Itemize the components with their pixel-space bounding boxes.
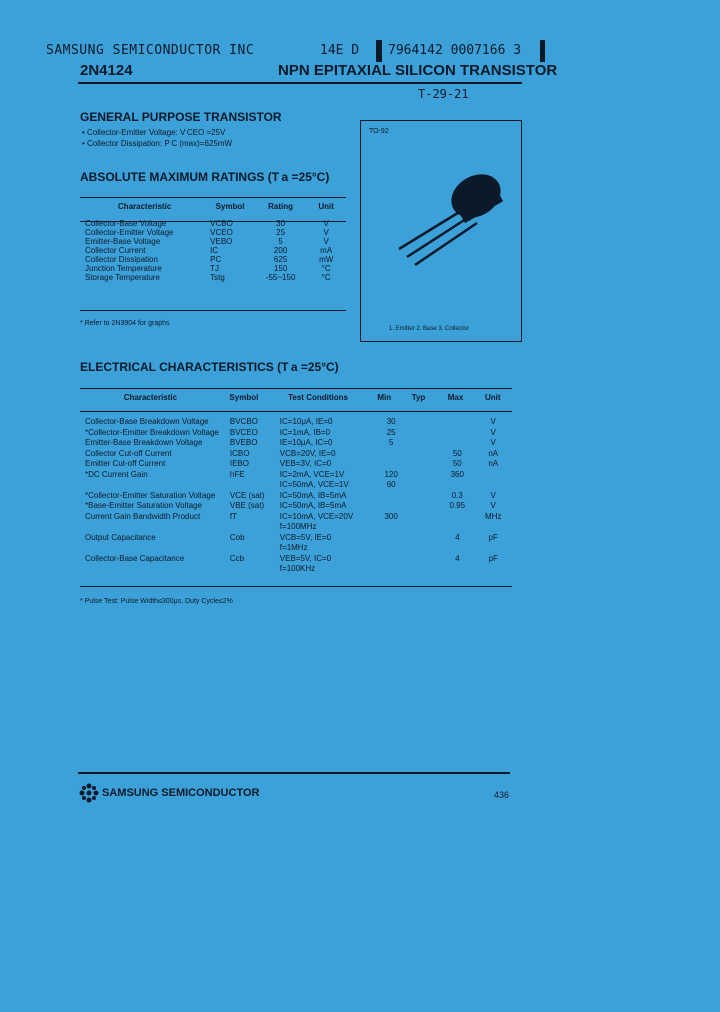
bullet-pc: • Collector Dissipation: P C (max)=625mW <box>82 139 233 148</box>
elec-cell <box>408 543 439 554</box>
footer-brand: SAMSUNG SEMICONDUCTOR <box>102 787 260 799</box>
elec-cell <box>408 428 439 439</box>
table-row <box>82 255 344 264</box>
elec-cell <box>408 470 439 481</box>
abs-cell: Collector-Base Voltage <box>85 219 167 228</box>
elec-cell <box>438 512 476 523</box>
elec-cell <box>408 564 439 575</box>
elec-cell <box>438 564 476 575</box>
abs-cell: VEBO <box>210 237 233 246</box>
abs-cell: 150 <box>273 264 288 273</box>
table-row <box>82 428 510 439</box>
abs-cell: 25 <box>276 228 286 237</box>
table-row <box>82 564 510 575</box>
elec-cell <box>408 459 439 470</box>
barcode-mark-left <box>376 40 382 62</box>
elec-cell: *Collector-Emitter Saturation Voltage <box>85 490 216 500</box>
company-name: SAMSUNG SEMICONDUCTOR INC <box>46 43 255 58</box>
table-row <box>82 417 510 428</box>
elec-col-typ: Typ <box>411 393 426 402</box>
elec-cell <box>408 438 439 449</box>
elec-cell: V <box>490 490 496 500</box>
elec-cell <box>408 449 439 460</box>
elec-col-unit: Unit <box>484 393 501 402</box>
elec-cell <box>375 533 408 544</box>
elec-cell <box>476 470 510 481</box>
elec-cell <box>476 480 510 491</box>
page-number: 436 <box>494 790 510 800</box>
table-row <box>82 246 344 255</box>
abs-col-rating: Rating <box>268 202 294 211</box>
abs-cell: 200 <box>273 246 288 255</box>
elec-cell <box>375 522 408 533</box>
bullet-vceo: • Collector-Emitter Voltage: V CEO =25V <box>82 128 226 137</box>
pin-legend: 1. Emitter 2. Base 3. Collector <box>389 326 469 332</box>
elec-cell: 4 <box>455 553 460 563</box>
abs-cell: Collector-Emitter Voltage <box>85 228 174 237</box>
abs-cell: °C <box>321 273 331 282</box>
elec-cell <box>375 459 408 470</box>
elec-cell: Collector Cut-off Current <box>85 448 172 458</box>
elec-cell: 60 <box>386 480 396 489</box>
abs-cell: V <box>323 237 329 246</box>
elec-cell: pF <box>488 532 498 542</box>
elec-table-bottom-rule <box>80 586 512 587</box>
abs-cell: mW <box>319 255 334 264</box>
elec-cell <box>408 554 439 565</box>
table-row <box>82 438 510 449</box>
elec-cell: IC=50mA, IB=5mA <box>279 501 347 510</box>
elec-cell: 5 <box>388 438 394 447</box>
table-row <box>82 470 510 481</box>
abs-cell: PC <box>210 255 222 264</box>
elec-cell: pF <box>488 553 498 563</box>
abs-cell: V <box>323 219 329 228</box>
elec-cell: IE=10μA, IC=0 <box>279 438 333 447</box>
elec-cell: IC=2mA, VCE=1V <box>279 469 345 479</box>
table-row <box>82 533 510 544</box>
elec-cell: *Collector-Emitter Breakdown Voltage <box>85 427 219 437</box>
elec-note: * Pulse Test: Pulse Width≤300μs, Duty Cycle≤2% <box>80 598 233 605</box>
elec-col-max: Max <box>447 393 464 402</box>
elec-cell: 360 <box>450 469 464 479</box>
elec-cell: BVCBO <box>229 417 258 426</box>
elec-cell: BVCEO <box>229 427 258 437</box>
table-row <box>82 522 510 533</box>
elec-cell: 50 <box>452 459 462 468</box>
abs-header-row <box>82 202 344 211</box>
elec-cell: IC=1mA, IB=0 <box>279 427 331 437</box>
elec-cell: Collector-Base Breakdown Voltage <box>85 417 209 426</box>
table-row <box>82 219 344 228</box>
elec-cell <box>82 543 227 554</box>
samsung-logo-icon <box>78 782 100 804</box>
elec-cell: 300 <box>384 511 398 521</box>
elec-cell: Emitter-Base Breakdown Voltage <box>85 438 203 447</box>
elec-col-characteristic: Characteristic <box>123 393 178 402</box>
elec-cell <box>408 501 439 512</box>
abs-cell: Storage Temperature <box>85 273 161 282</box>
elec-header-row <box>82 393 510 402</box>
abs-cell: Junction Temperature <box>85 264 162 273</box>
elec-cell <box>408 512 439 523</box>
elec-cell: BVEBO <box>229 438 258 447</box>
table-row <box>82 512 510 523</box>
elec-cell: IEBO <box>229 459 249 468</box>
elec-cell: nA <box>488 459 499 468</box>
elec-cell: f=1MHz <box>279 543 308 552</box>
elec-cell: 50 <box>452 448 462 458</box>
table-row <box>82 543 510 554</box>
abs-cell: TJ <box>210 264 220 273</box>
elec-col-min: Min <box>377 393 392 402</box>
elec-cell: V <box>490 417 496 426</box>
abs-cell: 30 <box>276 219 286 228</box>
abs-cell: °C <box>321 264 331 273</box>
abs-cell: V <box>323 228 329 237</box>
elec-cell: MHz <box>484 511 502 521</box>
abs-cell: IC <box>210 246 219 255</box>
abs-cell: mA <box>320 246 333 255</box>
elec-cell: V <box>490 427 496 437</box>
elec-cell: *DC Current Gain <box>85 469 148 479</box>
elec-cell: f=100KHz <box>279 564 316 573</box>
elec-cell <box>82 564 227 575</box>
part-number: 2N4124 <box>80 62 133 79</box>
table-row <box>82 459 510 470</box>
elec-cell: V <box>490 438 496 447</box>
page-title: NPN EPITAXIAL SILICON TRANSISTOR <box>278 62 558 79</box>
elec-cell: f=100MHz <box>279 522 317 531</box>
package-box <box>360 120 522 342</box>
elec-cell: V <box>490 501 496 510</box>
transistor-drawing <box>381 161 511 291</box>
table-row <box>82 237 344 246</box>
elec-cell <box>227 522 277 533</box>
table-row <box>82 273 344 282</box>
abs-cell: VCBO <box>210 219 233 228</box>
elec-cell <box>476 564 510 575</box>
elec-cell: Output Capacitance <box>85 532 156 542</box>
elec-cell: VEB=5V, IC=0 <box>279 553 332 563</box>
abs-max-heading: ABSOLUTE MAXIMUM RATINGS (T a =25°C) <box>80 170 330 184</box>
elec-table-top-rule <box>80 388 512 389</box>
abs-cell: 625 <box>273 255 288 264</box>
table-row <box>82 491 510 502</box>
barcode-mark-right <box>540 40 545 62</box>
header-rule <box>78 82 522 84</box>
elec-cell: VBE (sat) <box>229 501 265 510</box>
elec-cell: VEB=3V, IC=0 <box>279 459 332 468</box>
table-row <box>82 228 344 237</box>
elec-cell <box>375 554 408 565</box>
elec-cell <box>476 522 510 533</box>
abs-cell: Emitter-Base Voltage <box>85 237 161 246</box>
elec-cell: Collector-Base Capacitance <box>85 553 185 563</box>
abs-cell: 5 <box>278 237 283 246</box>
elec-cell <box>82 480 227 491</box>
elec-cell <box>408 533 439 544</box>
elec-cell: 4 <box>455 532 460 542</box>
header-code-1: 14E D <box>320 43 360 58</box>
elec-cell: Current Gain Bandwidth Product <box>85 511 201 521</box>
table-row <box>82 449 510 460</box>
elec-cell <box>408 522 439 533</box>
general-heading: GENERAL PURPOSE TRANSISTOR <box>80 110 282 124</box>
table-row <box>82 480 510 491</box>
elec-cell <box>82 522 227 533</box>
abs-col-characteristic: Characteristic <box>117 202 172 211</box>
abs-cell: Collector Dissipation <box>85 255 158 264</box>
table-row <box>82 554 510 565</box>
elec-cell: IC=50mA, VCE=1V <box>279 480 349 489</box>
elec-col-symbol: Symbol <box>229 393 259 402</box>
elec-cell: 0.95 <box>449 501 466 510</box>
elec-table-body <box>82 417 510 575</box>
abs-cell: Collector Current <box>85 246 146 255</box>
reference-code: T-29-21 <box>418 87 469 101</box>
elec-cell: Emitter Cut-off Current <box>85 459 166 468</box>
elec-cell: VCB=5V, IE=0 <box>279 532 332 542</box>
abs-max-table <box>82 202 344 282</box>
elec-cell <box>227 543 277 554</box>
elec-cell: VCB=20V, IE=0 <box>279 448 336 458</box>
elec-cell <box>438 522 476 533</box>
elec-cell: VCE (sat) <box>229 490 265 500</box>
footer-rule <box>78 772 510 774</box>
abs-max-note: * Refer to 2N3904 for graphs <box>80 320 170 327</box>
abs-cell: -55~150 <box>265 273 296 282</box>
elec-cell <box>375 491 408 502</box>
elec-cell <box>438 417 476 428</box>
elec-cell: IC=10μA, IE=0 <box>279 417 333 426</box>
elec-cell: *Base-Emitter Saturation Voltage <box>85 501 202 510</box>
table-row <box>82 264 344 273</box>
abs-table-bottom-rule <box>80 310 346 311</box>
package-label: TO-92 <box>369 128 389 135</box>
elec-cell <box>227 480 277 491</box>
elec-cell <box>227 564 277 575</box>
abs-col-unit: Unit <box>318 202 334 211</box>
elec-cell: nA <box>488 448 499 458</box>
elec-cell <box>375 449 408 460</box>
elec-cell: ICBO <box>229 448 250 458</box>
table-row <box>82 501 510 512</box>
header-code-2: 7964142 0007166 3 <box>388 43 522 58</box>
elec-cell: hFE <box>229 469 245 479</box>
elec-cell: 0.3 <box>451 490 463 500</box>
elec-cell <box>408 480 439 491</box>
elec-heading: ELECTRICAL CHARACTERISTICS (T a =25°C) <box>80 360 339 374</box>
elec-cell <box>438 438 476 449</box>
elec-cell: 120 <box>384 469 398 479</box>
elec-cell <box>438 480 476 491</box>
elec-cell: fT <box>229 511 237 521</box>
elec-cell <box>375 564 408 575</box>
elec-cell <box>408 491 439 502</box>
elec-cell <box>438 428 476 439</box>
abs-cell: Tstg <box>210 273 225 282</box>
elec-cell: Ccb <box>229 553 245 563</box>
elec-table <box>82 393 510 410</box>
abs-table-top-rule <box>80 197 346 198</box>
elec-cell: IC=50mA, IB=5mA <box>279 490 347 500</box>
abs-cell: VCEO <box>210 228 233 237</box>
elec-cell: 30 <box>386 417 396 426</box>
elec-cell <box>375 543 408 554</box>
elec-cell <box>476 543 510 554</box>
elec-cell <box>438 543 476 554</box>
elec-col-conditions: Test Conditions <box>288 393 348 402</box>
elec-cell: Cob <box>229 532 245 542</box>
elec-cell: 25 <box>386 427 396 437</box>
elec-cell <box>408 417 439 428</box>
elec-cell <box>375 501 408 512</box>
elec-cell: IC=10mA, VCE=20V <box>279 511 354 521</box>
abs-col-symbol: Symbol <box>215 202 245 211</box>
elec-table-header-rule <box>80 411 512 412</box>
